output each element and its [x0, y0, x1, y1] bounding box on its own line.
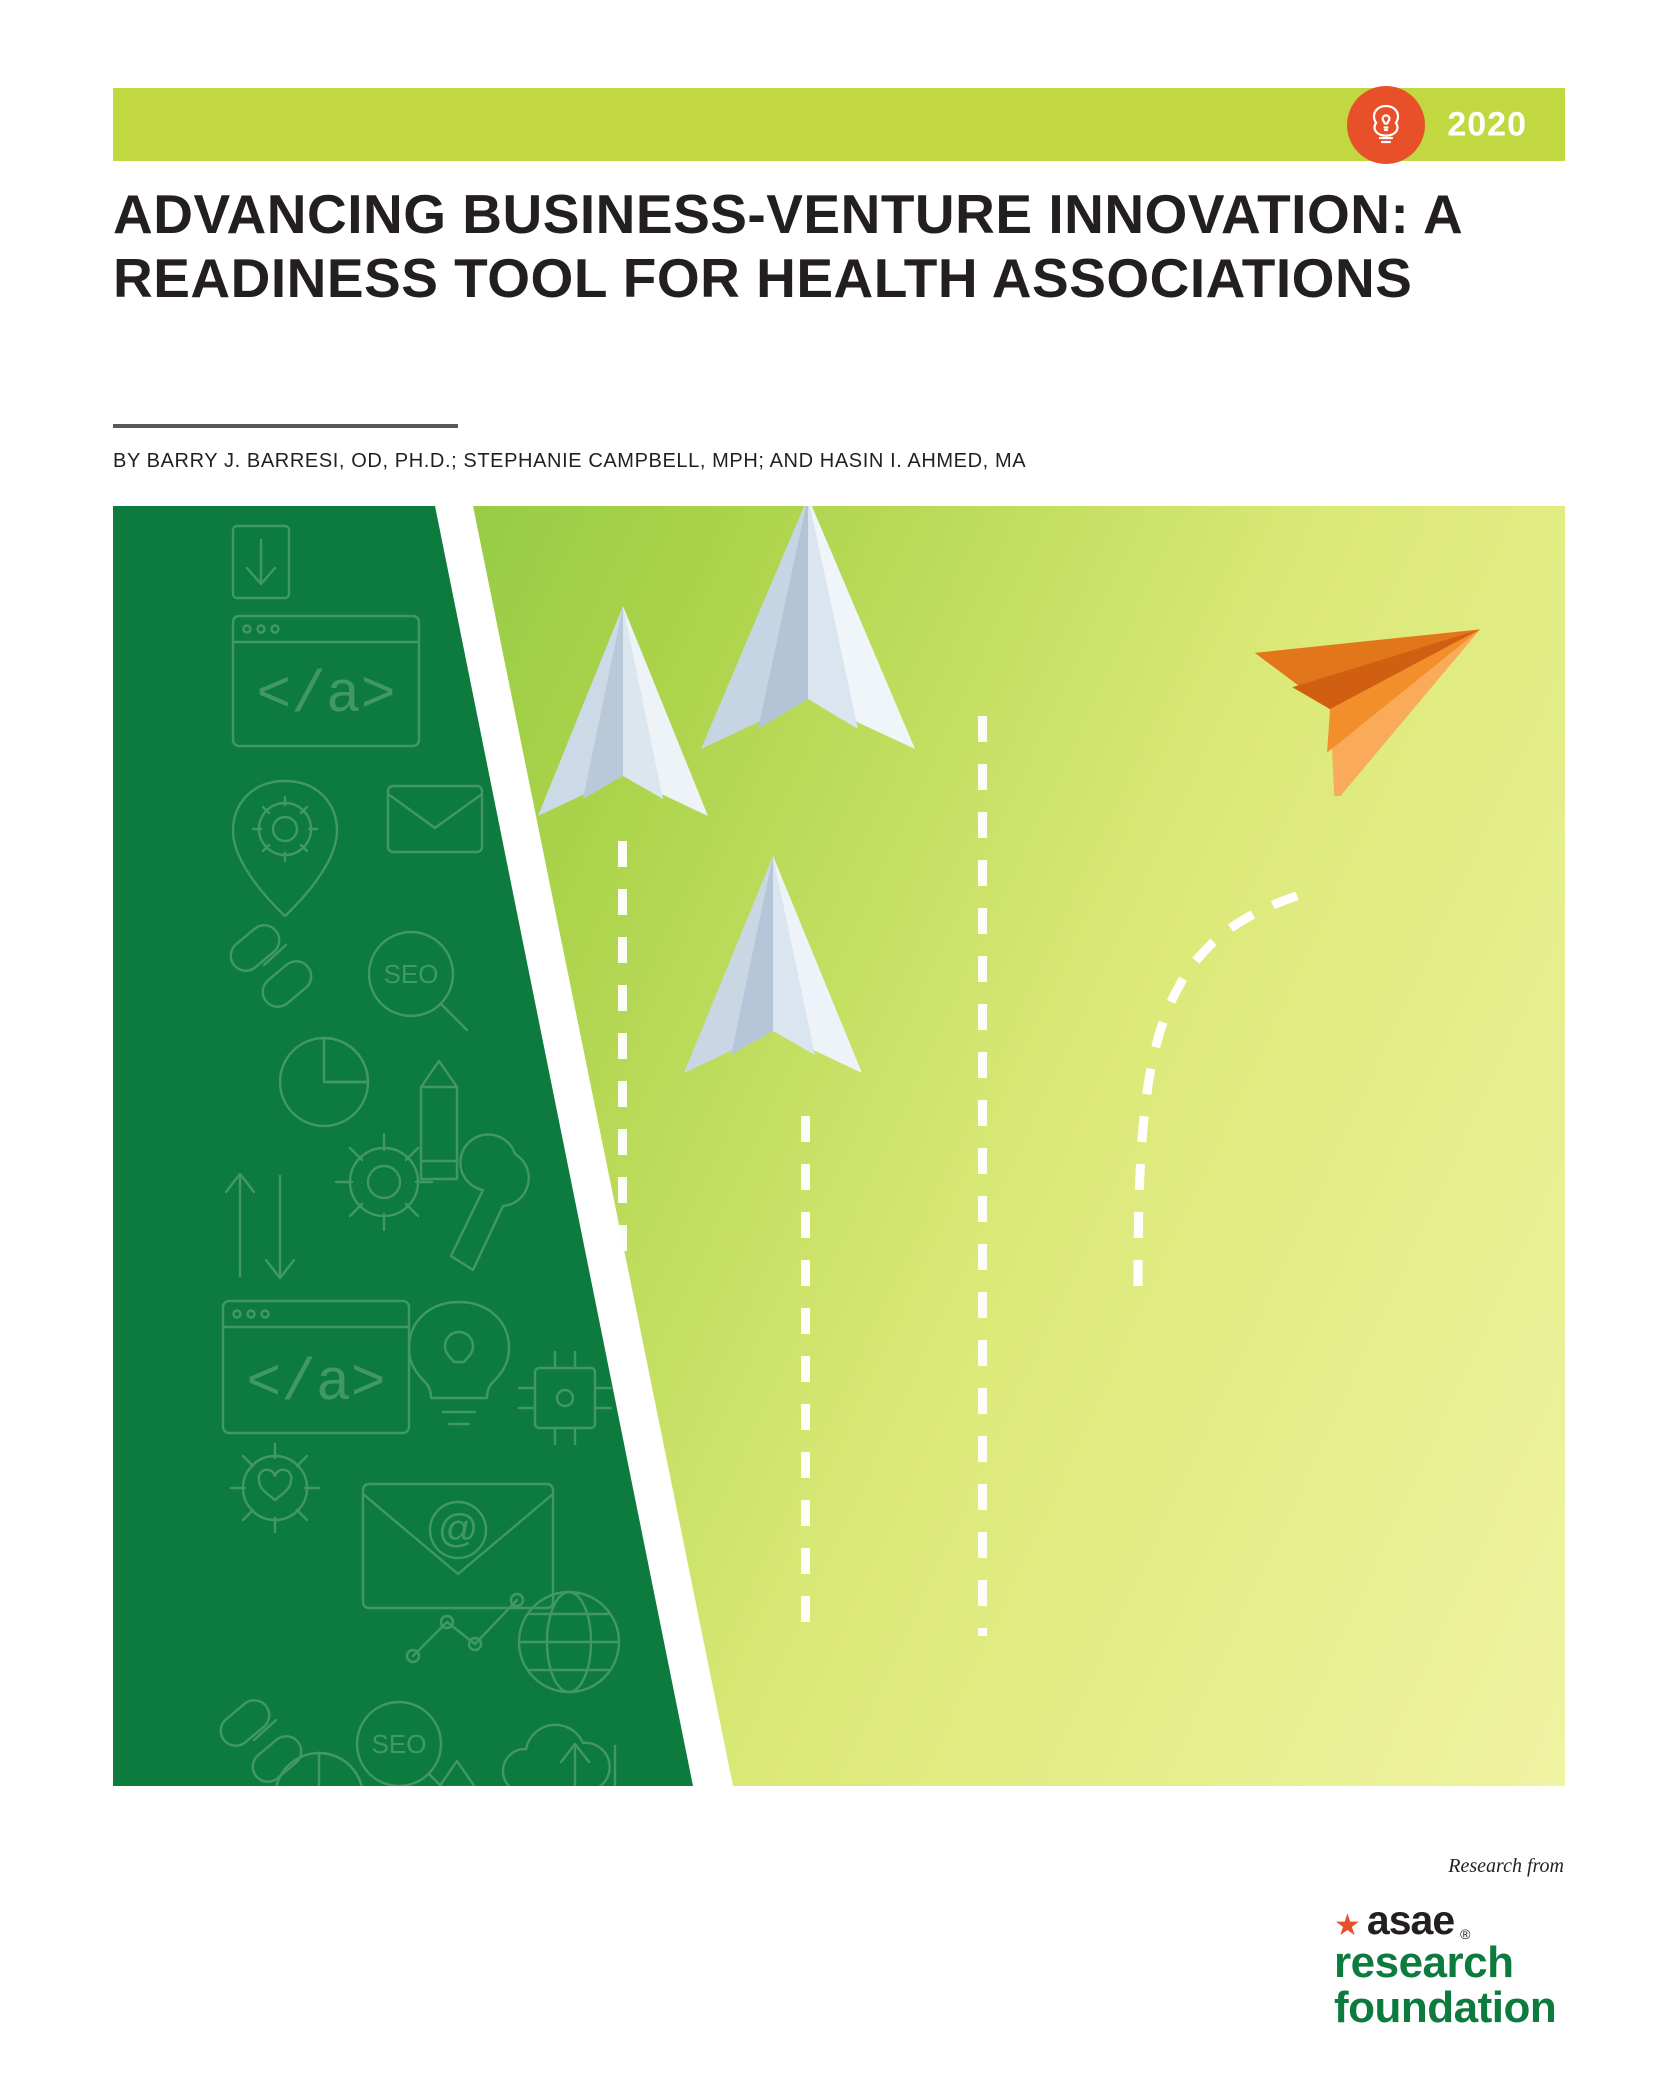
asae-research-foundation-logo: [1334, 1897, 1564, 2032]
paper-plane-orange: [1253, 566, 1513, 796]
svg-text:SEO: SEO: [371, 1729, 427, 1759]
plane-trail: [801, 1116, 810, 1636]
logo-line-foundation: foundation: [1334, 1982, 1557, 2032]
svg-text:</a>: </a>: [256, 664, 396, 729]
page-title: ADVANCING BUSINESS-VENTURE INNOVATION: A READINESS TOOL FOR HEALTH ASSOCIATIONS: [113, 183, 1462, 310]
plane-trail: [978, 716, 987, 1636]
brain-lightbulb-icon: [1347, 86, 1425, 164]
cover-illustration: [113, 506, 1565, 1786]
asae-brand-text: asae: [1366, 1897, 1455, 1943]
paper-plane-white: [683, 506, 933, 791]
svg-text:</a>: </a>: [246, 1352, 386, 1417]
byline: BY BARRY J. BARRESI, OD, PH.D.; STEPHANIE CAMPBELL, MPH; AND HASIN I. AHMED, MA: [113, 450, 1027, 472]
logo-line-research: research: [1334, 1938, 1514, 1987]
title-divider: [113, 424, 458, 428]
svg-text:SEO: SEO: [383, 959, 439, 989]
star-icon: ★: [1334, 1909, 1361, 1942]
paper-plane-white: [668, 851, 878, 1111]
header-bar: [113, 88, 1565, 161]
svg-text:@: @: [437, 1507, 479, 1551]
year-label: 2020: [1447, 105, 1527, 143]
registered-mark: ®: [1460, 1926, 1471, 1942]
research-from-label: Research from: [1448, 1855, 1564, 1877]
